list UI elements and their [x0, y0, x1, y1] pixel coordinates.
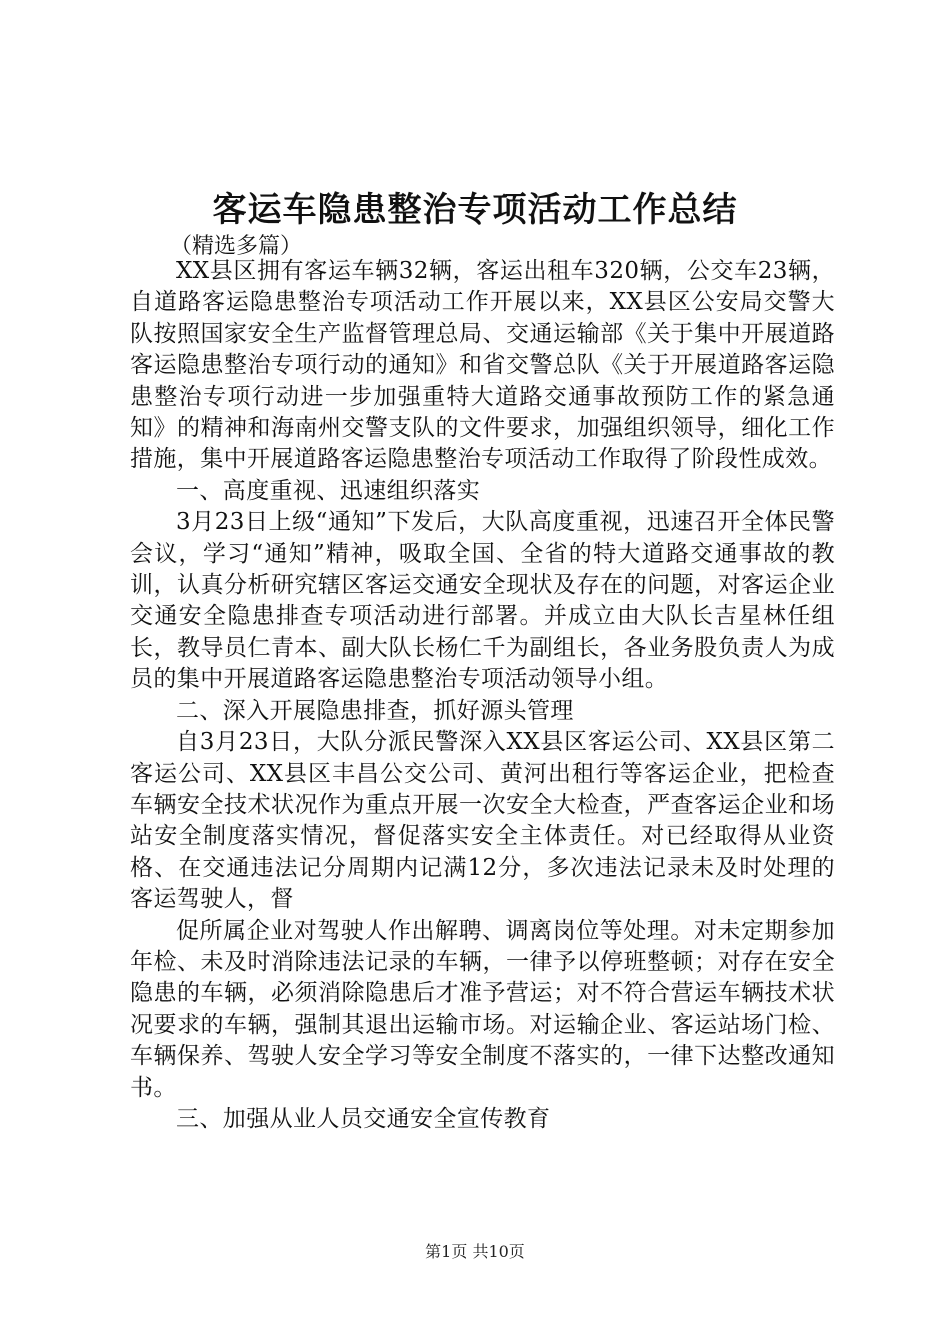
section-heading: 二、深入开展隐患排查，抓好源头管理	[176, 697, 574, 724]
document-body	[130, 256, 835, 1135]
page-number-footer: 第1页 共10页	[425, 1242, 525, 1261]
body-paragraph: XX县区拥有客运车辆32辆，客运出租车320辆，公交车23辆，自道路客运隐患整治专项活动工作开展以来，XX县区公安局交警大队按照国家安全生产监督管理总局、交通运输部《关于集中开展道路客运隐患整治专项行动的通知》和省交警总队《关于开展道路客运隐患整治专项行动进一步加强重特大道路交通事故预防工作的紧急通知》的精神和海南州交警支队的文件要求，加强组织领导，细化工作措施，集中开展道路客运隐患整治专项活动工作取得了阶段性成效。	[130, 258, 835, 473]
body-paragraph: 自3月23日，大队分派民警深入XX县区客运公司、XX县区第二客运公司、XX县区丰昌公交公司、黄河出租行等客运企业，把检查车辆安全技术状况作为重点开展一次安全大检查，严查客运企业和场站安全制度落实情况，督促落实安全主体责任。对已经取得从业资格、在交通违法记分周期内记满12分，多次违法记录未及时处理的客运驾驶人，督	[130, 729, 835, 913]
document-subtitle: （精选多篇）	[170, 234, 303, 259]
section-heading: 一、高度重视、迅速组织落实	[176, 477, 481, 504]
document-title: 客运车隐患整治专项活动工作总结	[212, 190, 738, 230]
section-heading: 三、加强从业人员交通安全宣传教育	[176, 1105, 551, 1132]
body-paragraph: 3月23日上级“通知”下发后，大队高度重视，迅速召开全体民警会议，学习“通知”精神，吸取全国、全省的特大道路交通事故的教训，认真分析研究辖区客运交通安全现状及存在的问题，对客运企业交通安全隐患排查专项活动进行部署。并成立由大队长吉星林任组长，教导员仁青本、副大队长杨仁千为副组长，各业务股负责人为成员的集中开展道路客运隐患整治专项活动领导小组。	[130, 509, 835, 693]
body-paragraph: 促所属企业对驾驶人作出解聘、调离岗位等处理。对未定期参加年检、未及时消除违法记录的车辆，一律予以停班整顿；对存在安全隐患的车辆，必须消除隐患后才准予营运；对不符合营运车辆技术状况要求的车辆，强制其退出运输市场。对运输企业、客运站场门检、车辆保养、驾驶人安全学习等安全制度不落实的，一律下达整改通知书。	[130, 917, 835, 1101]
